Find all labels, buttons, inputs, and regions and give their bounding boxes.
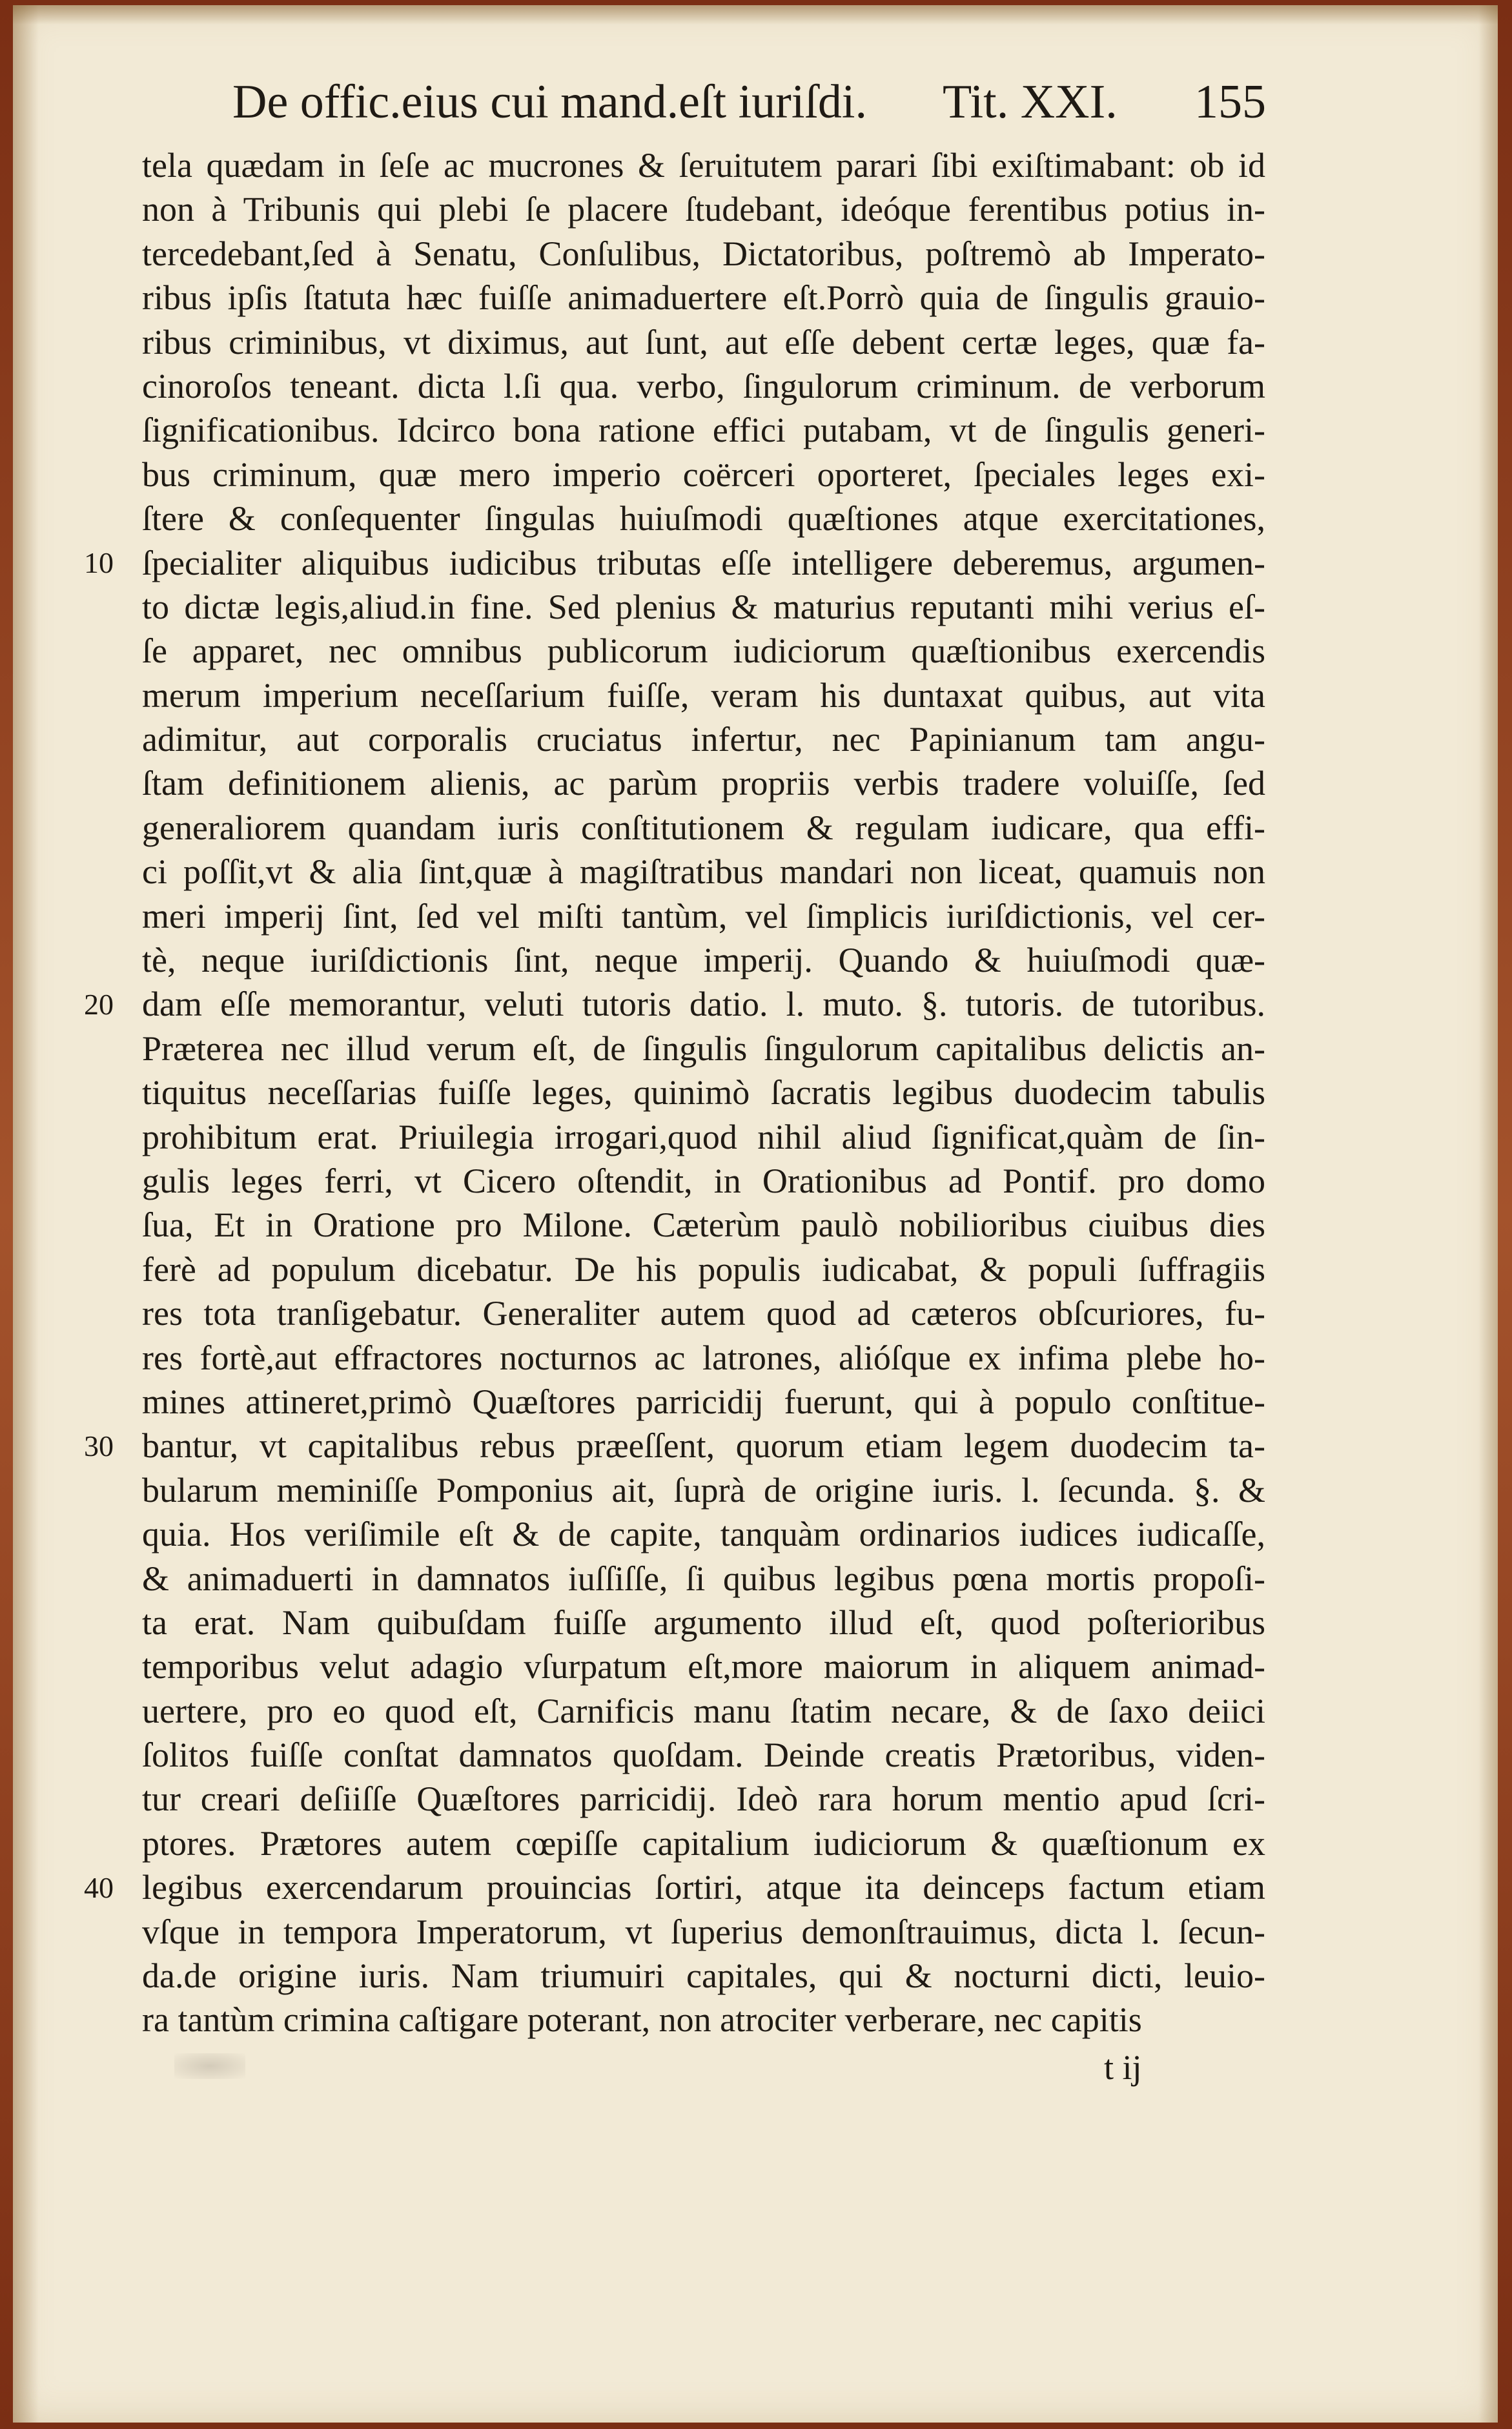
text-line: bularum meminiſſe Pomponius ait, ſuprà de origine iuris. l. ſecunda. §. & [142,1470,1265,1510]
text-line: tè, neque iuriſdictionis ſint, neque imperij. Quando & huiuſmodi quæ- [142,941,1265,980]
text-line: & animaduerti in damnatos iuſſiſſe, ſi quibus legibus pœna mortis propoſi- [142,1559,1265,1598]
text-line: res fortè,aut effractores nocturnos ac latrones, alióſque ex infima plebe ho- [142,1338,1265,1377]
text-line: tur creari deſiiſſe Quæſtores parricidij. Ideò rara horum mentio apud ſcri- [142,1779,1265,1819]
text-line: ſpecialiter aliquibus iudicibus tributas eſſe intelligere deberemus, argumen- [142,543,1265,582]
text-line: ſtere & conſequenter ſingulas huiuſmodi quæſtiones atque exercitationes, [142,499,1265,538]
text-line: adimitur, aut corporalis cruciatus infertur, nec Papinianum tam angu- [142,720,1265,759]
book-page [13,5,1498,2423]
text-line: temporibus velut adagio vſurpatum eſt,more maiorum in aliquem animad- [142,1647,1265,1686]
page-edge-stain-left [13,5,39,2423]
text-line: gulis leges ferri, vt Cicero oſtendit, in Orationibus ad Pontif. pro domo [142,1161,1265,1200]
text-line: legibus exercendarum prouincias ſortiri, atque ita deinceps factum etiam [142,1868,1265,1907]
text-line: ſolitos fuiſſe conſtat damnatos quoſdam. Deinde creatis Prætoribus, viden- [142,1736,1265,1775]
body-text [142,143,1265,2042]
text-line: cinoroſos teneant. dicta l.ſi qua. verbo, ſingulorum criminum. de verborum [142,366,1265,405]
running-title: De offic.eius cui mand.eſt iuriſdi. [232,76,867,128]
page-header [232,70,1265,134]
text-line: ſua, Et in Oratione pro Milone. Cæterùm paulò nobilioribus ciuibus dies [142,1205,1265,1245]
text-line: to dictæ legis,aliud.in fine. Sed plenius & maturius reputanti mihi verius eſ- [142,587,1265,626]
text-line: non à Tribunis qui plebi ſe placere ſtudebant, ideóque ferentibus potius in- [142,190,1265,229]
text-line: ptores. Prætores autem cœpiſſe capitalium iudiciorum & quæſtionum ex [142,1823,1265,1863]
text-line: ſignificationibus. Idcirco bona ratione effici putabam, vt de ſingulis generi- [142,411,1265,450]
text-line: quia. Hos veriſimile eſt & de capite, tanquàm ordinarios iudices iudicaſſe, [142,1515,1265,1554]
text-line: dam eſſe memorantur, veluti tutoris datio. l. muto. §. tutoris. de tutoribus. [142,985,1265,1024]
title-number: Tit. XXI. [943,76,1118,128]
text-line: ra tantùm crimina caſtigare poterant, non atrociter verberare, nec capitis [142,2000,1142,2040]
text-line: ferè ad populum dicebatur. De his populis iudicabat, & populi ſuffragiis [142,1249,1265,1289]
margin-line-number: 30 [84,1429,114,1462]
text-line: prohibitum erat. Priuilegia irrogari,quod nihil aliud ſignificat,quàm de ſin- [142,1117,1265,1156]
text-line: tela quædam in ſeſe ac mucrones & ſeruitutem parari ſibi exiſtimabant: ob id [142,146,1265,185]
margin-line-number: 20 [84,987,114,1021]
text-line: merum imperium neceſſarium fuiſſe, veram his duntaxat quibus, aut vita [142,675,1265,715]
text-line: ci poſſit,vt & alia ſint,quæ à magiſtratibus mandari non liceat, quamuis non [142,852,1265,892]
text-line: da.de origine iuris. Nam triumuiri capitales, qui & nocturni dicti, leuio- [142,1956,1265,1996]
page-edge-stain-top [13,5,1498,25]
text-line: vſque in tempora Imperatorum, vt ſuperius demonſtrauimus, dicta l. ſecun- [142,1912,1265,1951]
text-line: uertere, pro eo quod eſt, Carnificis manu ſtatim necare, & de ſaxo deiici [142,1691,1265,1730]
text-line: ribus criminibus, vt diximus, aut ſunt, aut eſſe debent certæ leges, quæ fa- [142,322,1265,362]
text-line: bus criminum, quæ mero imperio coërceri oporteret, ſpeciales leges exi- [142,455,1265,494]
text-line: mines attineret,primò Quæſtores parricidij fuerunt, qui à populo conſtitue- [142,1382,1265,1421]
text-line: tercedebant,ſed à Senatu, Conſulibus, Dictatoribus, poſtremò ab Imperato- [142,234,1265,273]
page-number: 155 [1194,76,1266,128]
show-through-smudge [174,2053,245,2079]
text-line: bantur, vt capitalibus rebus præeſſent, quorum etiam legem duodecim ta- [142,1426,1265,1466]
text-line: res tota tranſigebatur. Generaliter autem quod ad cæteros obſcuriores, fu- [142,1294,1265,1333]
text-line: ribus ipſis ſtatuta hæc fuiſſe animaduertere eſt.Porrò quia de ſingulis grauio- [142,278,1265,318]
text-line: generaliorem quandam iuris conſtitutionem & regulam iudicare, qua effi- [142,808,1265,847]
margin-line-number: 40 [84,1870,114,1904]
text-line: ſtam definitionem alienis, ac parùm propriis verbis tradere voluiſſe, ſed [142,764,1265,803]
text-line: tiquitus neceſſarias fuiſſe leges, quinimò ſacratis legibus duodecim tabulis [142,1073,1265,1112]
text-line: meri imperij ſint, ſed vel miſti tantùm, vel ſimplicis iuriſdictionis, vel cer- [142,896,1265,936]
margin-line-number: 10 [84,546,114,579]
text-line: Præterea nec illud verum eſt, de ſingulis ſingulorum capitalibus delictis an- [142,1029,1265,1068]
page-edge-stain-right [1478,5,1498,2423]
text-line: ſe apparet, nec omnibus publicorum iudiciorum quæſtionibus exercendis [142,631,1265,671]
signature-mark: t ij [1104,2048,1142,2087]
text-line: ta erat. Nam quibuſdam fuiſſe argumento illud eſt, quod poſterioribus [142,1603,1265,1642]
